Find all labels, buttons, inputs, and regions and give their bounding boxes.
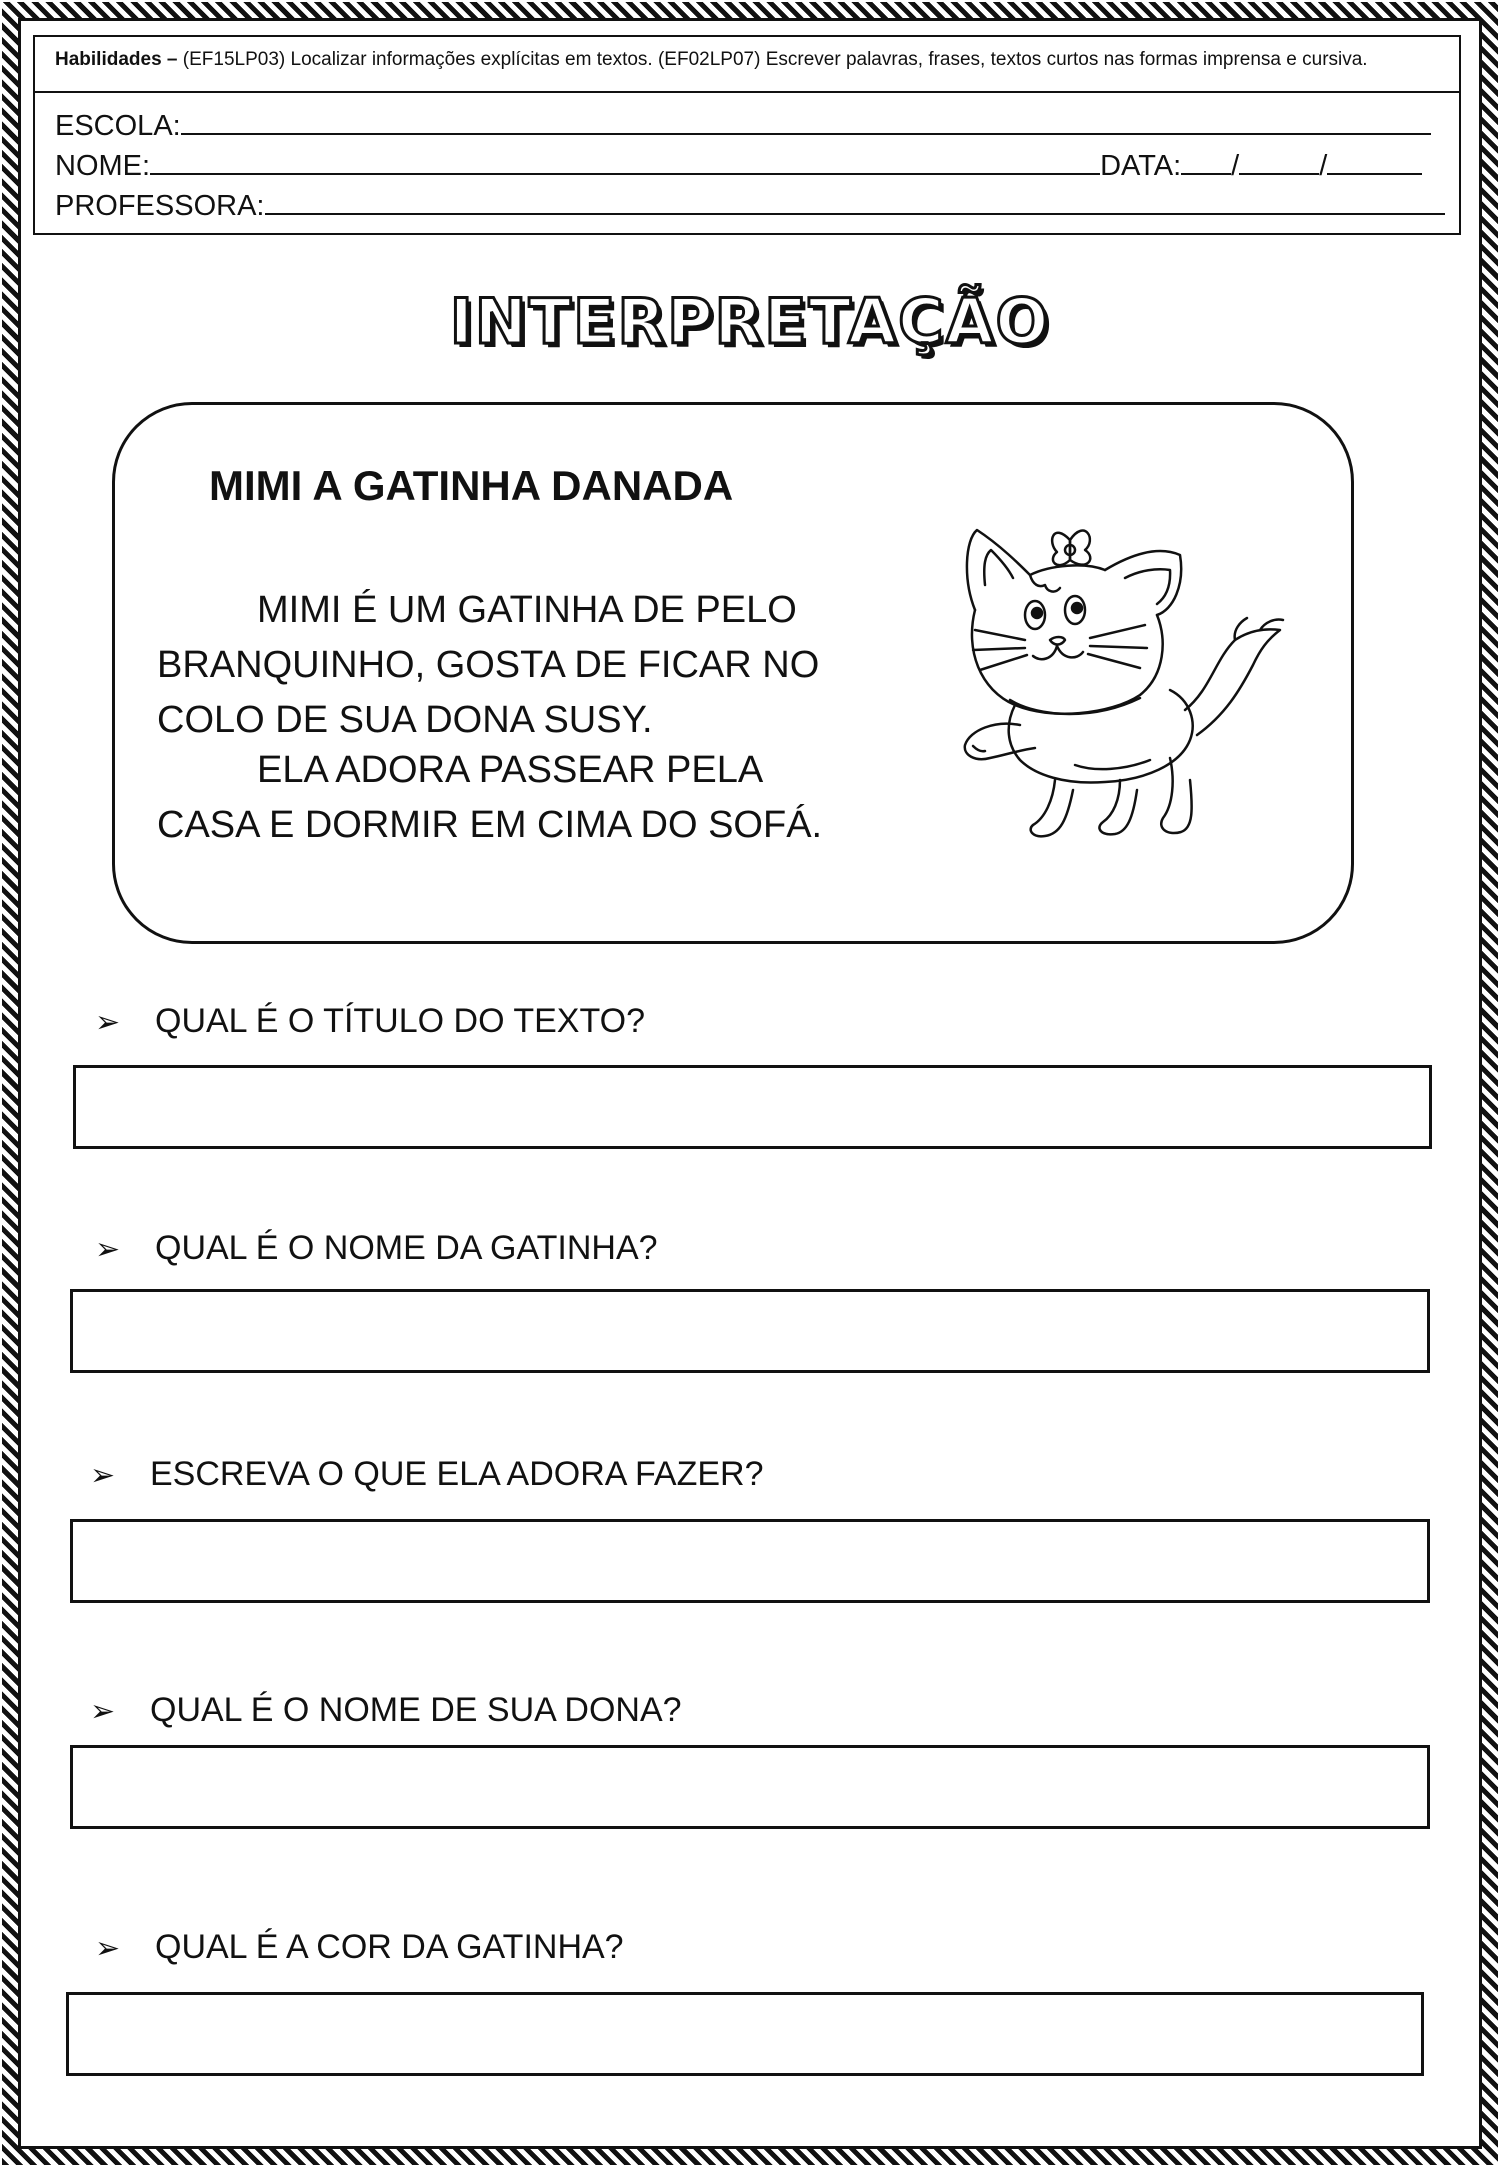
professora-label: PROFESSORA: — [55, 190, 265, 222]
story-line: MIMI É UM GATINHA DE PELO — [257, 589, 797, 631]
answer-box-5[interactable] — [66, 1992, 1424, 2076]
professora-input-line[interactable] — [265, 187, 1445, 215]
question-1 — [95, 1001, 645, 1043]
answer-box-3[interactable] — [70, 1519, 1430, 1603]
question-text: ESCREVA O QUE ELA ADORA FAZER? — [150, 1455, 764, 1493]
escola-label: ESCOLA: — [55, 110, 181, 142]
arrow-bullet-icon: ➢ — [95, 1233, 121, 1266]
date-slash: / — [1231, 150, 1240, 182]
arrow-bullet-icon: ➢ — [90, 1695, 116, 1728]
data-month-line[interactable] — [1239, 147, 1319, 175]
arrow-bullet-icon: ➢ — [95, 1006, 121, 1039]
skills-text: (EF15LP03) Localizar informações explícitas em textos. (EF02LP07) Escrever palavras, frases, textos curtos nas formas imprensa e cursiva. — [177, 49, 1368, 70]
nome-label: NOME: — [55, 150, 151, 182]
question-5 — [95, 1927, 624, 1969]
question-text: QUAL É O NOME DA GATINHA? — [155, 1229, 658, 1267]
question-3 — [90, 1454, 763, 1496]
header-box — [33, 35, 1461, 235]
cat-illustration — [935, 500, 1295, 870]
answer-box-2[interactable] — [70, 1289, 1430, 1373]
question-text: QUAL É A COR DA GATINHA? — [155, 1928, 624, 1966]
escola-row — [55, 107, 1431, 143]
story-line: CASA E DORMIR EM CIMA DO SOFÁ. — [157, 804, 823, 846]
story-title: MIMI A GATINHA DANADA — [209, 462, 734, 509]
professora-row — [55, 187, 1445, 223]
question-text: QUAL É O TÍTULO DO TEXTO? — [155, 1002, 645, 1040]
nome-row — [55, 147, 1422, 183]
page-title: INTERPRETAÇÃO — [449, 285, 1051, 358]
question-2 — [95, 1228, 658, 1270]
arrow-bullet-icon: ➢ — [95, 1932, 121, 1965]
skills-label: Habilidades – — [55, 49, 178, 70]
data-day-line[interactable] — [1181, 147, 1231, 175]
nome-input-line[interactable] — [150, 147, 1100, 175]
story-line: BRANQUINHO, GOSTA DE FICAR NO — [157, 644, 820, 686]
skills-line — [35, 37, 1459, 93]
question-text: QUAL É O NOME DE SUA DONA? — [150, 1691, 682, 1729]
data-year-line[interactable] — [1327, 147, 1422, 175]
date-slash: / — [1319, 150, 1328, 182]
story-line: COLO DE SUA DONA SUSY. — [157, 699, 653, 741]
arrow-bullet-icon: ➢ — [90, 1459, 116, 1492]
escola-input-line[interactable] — [181, 107, 1431, 135]
story-box — [112, 402, 1354, 944]
data-label: DATA: — [1100, 150, 1182, 182]
story-line: ELA ADORA PASSEAR PELA — [257, 749, 764, 791]
question-4 — [90, 1690, 682, 1732]
answer-box-4[interactable] — [70, 1745, 1430, 1829]
answer-box-1[interactable] — [73, 1065, 1432, 1149]
